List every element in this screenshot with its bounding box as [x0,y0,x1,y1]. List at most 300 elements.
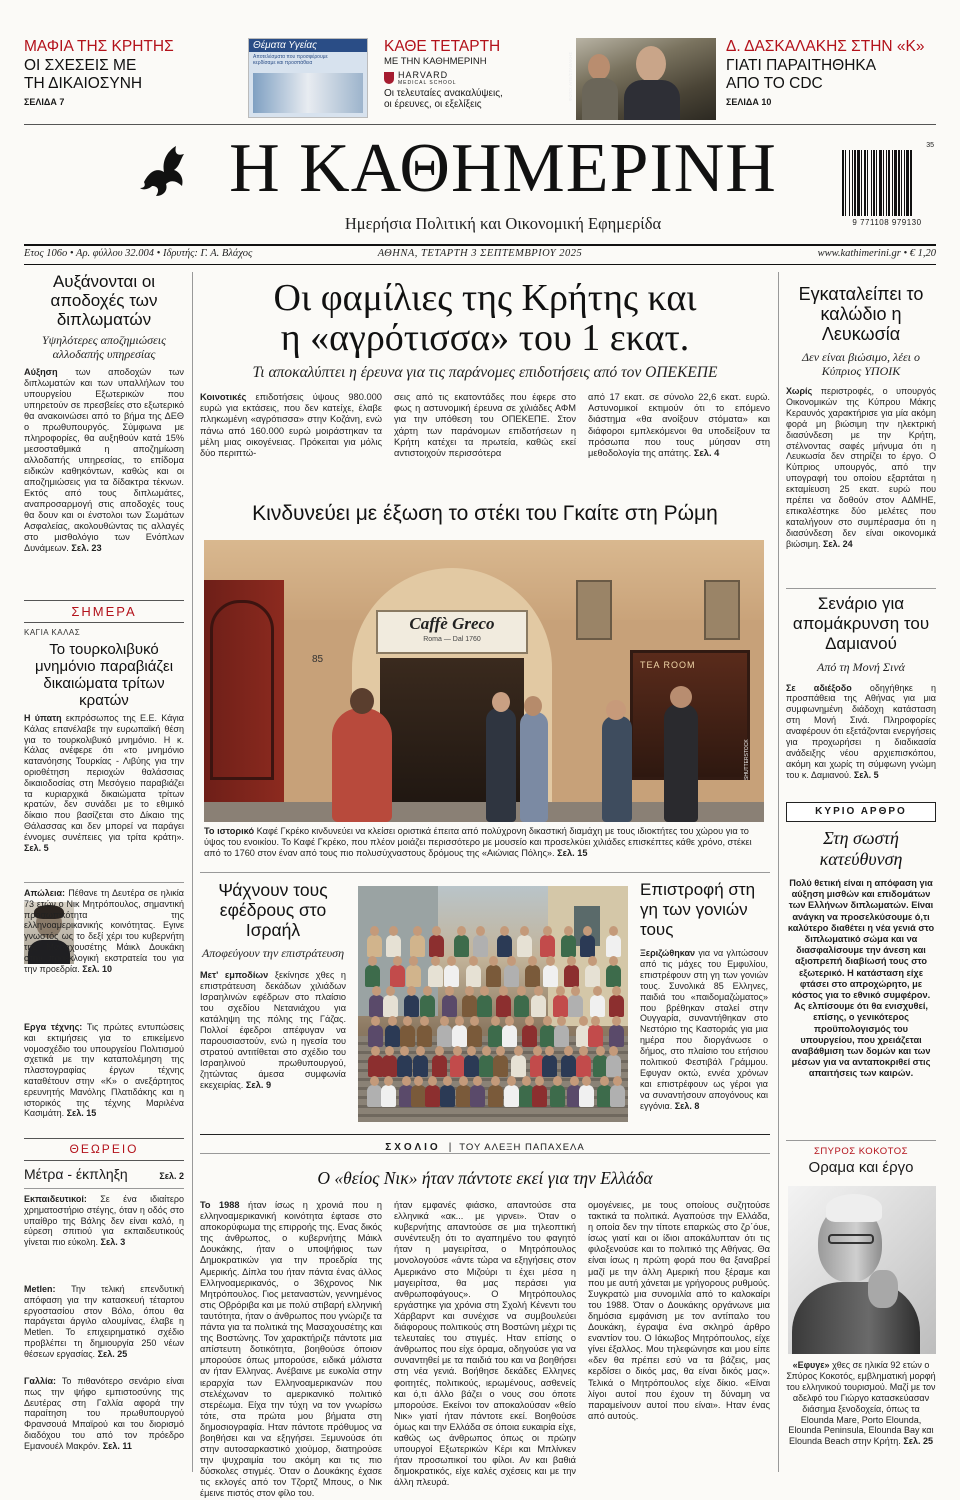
crowd-person-body [493,1055,508,1077]
lead-col3-text: από 17 εκατ. σε σύνολο 22,6 εκατ. ευρώ. Αστυνομικοί εκτιμούν ότι το επόμενο διάστημα «θα ανοίξουν στόματα» και διάφοροι εμπλεκόμενοι θα υποδείξουν τα πρόσωπα που τους μύησαν στη μεθοδολογία της απάτης. [588,392,770,459]
teaser-left-sub1: ΟΙ ΣΧΕΣΕΙΣ ΜΕ [24,57,137,74]
crowd-person-head [423,986,432,996]
story-israel[interactable] [200,880,346,1091]
crowd-person-head [440,1016,449,1026]
crowd-person-head [514,1046,523,1056]
person-couple-2-head [524,696,542,716]
crowd-person-body [564,965,579,987]
crowd-person-body [522,1025,537,1047]
crowd-person-body [504,1085,519,1107]
crowd-person-body [383,995,398,1017]
lead-col1 [200,392,382,459]
crowd-person-body [576,1055,591,1077]
crowd-person-head [543,926,552,936]
crowd-person-body [525,965,540,987]
damianos-headline: Σενάριο για απομάκρυνση του Δαμιανού [792,594,930,653]
kokotos-photo [788,1186,936,1354]
editorial-body: Πολύ θετική είναι η απόφαση για αύξηση μισθών και επιδομάτων των Ελλήνων διπλωματών. Είναι ανάγκη να προσελκύσουμε ό,τι καλύτερο διαθέτει η νέα γενιά στο διπλωματικό σώμα και να διασφαλίσουμε την άνεση και αξιοπρεπή διαβίωσή τους στο εξωτερικό. Η κατάσταση είχε φτάσει στο απροχώρητο, με κόστος για το εθνικό συμφέρον. Ας ελπίσουμε ότι θα ενισχυθεί, επίσης, ο γενικότερος προϋπολογισμός του υπουργείου, που χρειάζεται αναβάθμιση των δομών και των μέσων για να ανταποκριθεί στις απαιτήσεις των καιρών. [787,878,935,1079]
teaser-right-page: ΣΕΛΙΔΑ 10 [726,97,772,107]
masthead-meta-center: ΑΘΗΝΑ, ΤΕΤΑΡΤΗ 3 ΣΕΠΤΕΜΒΡΙΟΥ 2025 [377,248,583,259]
teachers-page: Σελ. 3 [100,1237,126,1248]
teaser-center-title: ΚΑΘΕ ΤΕΤΑΡΤΗ [384,38,501,55]
simera-rule-2 [24,622,184,623]
teaser-left[interactable] [24,38,224,113]
greco-photo-credit: SHUTTERSTOCK [744,739,750,780]
lead-page: Σελ. 4 [693,448,720,459]
israel-headline: Ψάχνουν τους εφέδρους στο Ισραήλ [218,880,328,940]
cable-headline: Εγκαταλείπει το καλώδιο η Λευκωσία [798,284,924,344]
barcode-bars [842,150,932,216]
crowd-person-body [381,1085,396,1107]
israel-subhead: Αποφεύγουν την επιστράτευση [201,946,345,960]
crowd-person-body [488,1025,503,1047]
crowd-person-head [393,956,402,966]
theorio-rule [24,1138,184,1139]
crowd-person-body [450,1055,465,1077]
cable-subhead: Δεν είναι βιώσιμο, λέει ο Κύπριος ΥΠΟΙΚ [801,350,921,378]
crowd-person-body [382,1055,397,1077]
teaser-left-title: ΜΑΦΙΑ ΤΗΣ ΚΡΗΤΗΣ [24,38,174,55]
crowd-person-head [467,1046,476,1056]
crowd-person-body [514,995,529,1017]
crowd-person-body [540,1025,555,1047]
crowd-person-body [486,965,501,987]
crowd-person-body [406,965,421,987]
story-cable[interactable] [786,284,936,550]
scholio-col1-text: ήταν ίσως η χρονιά που η ελληνοαμερικανική κοινότητα έφτασε στο αποκορύφωμα της επιρροής της. Ενας δικός της άνθρωπος, ο κυβερνήτης Μάικλ Δουκάκης, ήταν ο υποψήφιος των Δημοκρατικών για την προεδρία της Αμερικής. Δίπλα του ήταν πάντα ένας άλλος Ελληνοαμερικανός, ο 36χρονος Νικ Μητρόπουλος. Γιος μεταναστών, γεννημένος στις Οβρόριβα και με πολύ στιβαρή ελληνική ταυτότητα, ήταν ο άνθρωπος που γνώριζε τα πάντα για τα πολιτικά της Μασαχουσέτης και της Βοστώνης. Τον χαρακτήριζε πάντοτε μια απίστευτη δοτικότητα, βοηθούσε όποιον μπορούσε όπως μπορούσε, ειδικά μάλιστα αν ήταν Ελληνας. Ανέβαινε με ευκολία στην ιεραρχία των Ελληνοαμερικανών που στελέχωναν το αμερικανικό πολιτικό στερέωμα. Είχα την τύχη να τον γνωρίσω τότε, στα πρώτα μου βήματα στη δημοσιογραφία. Ηταν πάντοτε πρόθυμος να βοηθήσει και να εξηγήσει. Ξεμυνούσε ότι στην αυτοσαρκαστικό χιούμορ, διατηρούσε την ψυχραιμία του ακόμη και τις πιο δύσκολες στιγμές. Όταν ο Δουκάκης έχασε τις εκλογές από τον Τζορτζ Μπους, ο Νικ έμεινε πιστός στον φίλο του. [200,1200,382,1499]
tearoom-sign: TEA ROOM [640,660,696,670]
story-damianos[interactable] [786,594,936,781]
person-red-jacket [332,708,392,822]
turkey-lead: Η ύπατη [24,713,62,723]
crowd-person-body [502,1025,517,1047]
crowd-person-body [517,935,532,957]
return-body [640,948,768,1112]
crowd-person-body [454,935,469,957]
crowd-person-body [585,965,600,987]
story-turkey-libya[interactable] [24,628,184,853]
story-metlen[interactable] [24,1284,184,1360]
loss-page: Σελ. 10 [82,963,112,974]
crowd-person-body [404,995,419,1017]
crowd-person-body [456,1085,471,1107]
crowd-person-head [465,986,474,996]
crowd-person-body [561,1055,576,1077]
crowd-person-head [525,1016,534,1026]
crowd-person-body [511,1055,526,1077]
crowd-person-head [457,926,466,936]
return-headline: Επιστροφή στη γη των γονιών τους [640,880,756,939]
crowd-person-head [522,1076,531,1086]
crowd-person-body [497,935,512,957]
crowd-person-head [528,956,537,966]
magazine-lines: Αποτελέσματα που προσφέρουμε κερδίσαμε και προσπάθεια [253,54,328,66]
crowd-person-head [579,1016,588,1026]
art-page: Σελ. 15 [66,1108,97,1119]
crowd-person-body [437,1025,452,1047]
damianos-rule [786,588,936,589]
kokotos-hand [868,1270,898,1308]
crowd-person-body [397,1055,412,1077]
teachers-text: Σε ένα ιδιαίτερο χρηματοστήριο στέγης, όταν η οδός στο υπαίθρο της Βάλης δεν είναι καλό, η εύρεση σπιτιού για εκπαιδευτικούς γίνεται πιο εύκολη. [24,1194,184,1248]
kokotos-body [792,1282,920,1354]
crowd-person-head [579,1046,588,1056]
crowd-person-body [610,1085,625,1107]
person-couple-1-head [492,692,510,712]
crowd-person-body [411,1085,426,1107]
theorio-label: ΘΕΩΡΕΙΟ [69,1142,139,1156]
daskalakis-photo [568,38,716,120]
crowd-person-body [477,995,492,1017]
left-column [24,272,184,554]
crowd-person-head [507,1076,516,1086]
kokotos-byline: ΣΠΥΡΟΣ ΚΟΚΟΤΟΣ [813,1146,909,1157]
crowd-person-body [580,935,595,957]
crowd-person-body [542,1055,557,1077]
kokotos-page: Σελ. 25 [903,1436,934,1447]
art-lead: Εργα τέχνης: [24,1022,83,1032]
teaser-right-title: Δ. ΔΑΣΚΑΛΑΚΗΣ ΣΤΗΝ «Κ» [726,38,925,55]
crowd-person-body [365,965,380,987]
caffe-greco-photo [204,540,764,822]
crowd-person-body [579,1085,594,1107]
story-diplomats[interactable] [24,272,184,554]
metra-rule [24,1188,184,1189]
diplomats-body [24,367,184,554]
crowd-person-head [557,1016,566,1026]
scholio-body [200,1200,770,1499]
turkey-headline: Το τουρκολιβυκό μνημόνιο παραβιάζει δικαιώματα τρίτων κρατών [34,641,174,709]
magazine-photo [253,73,363,113]
crowd-person-head [500,926,509,936]
crowd-person-body [540,935,555,957]
kokotos-glasses [828,1234,874,1244]
person-couple-1 [486,708,516,822]
crowd-person-body [554,1025,569,1047]
damianos-subhead: Από τη Μονή Σινά [817,660,905,674]
street-number: 85 [312,654,324,665]
crowd-person-head [435,1046,444,1056]
diplomats-page: Σελ. 23 [71,543,102,553]
metlen-page: Σελ. 25 [97,1348,128,1359]
person-right-head [670,686,692,708]
crowd-person-body [368,1025,383,1047]
greco-headline[interactable]: Κινδυνεύει με έξωση το στέκι του Γκαίτε στη Ρώμη [252,502,718,525]
griffin-logo-icon [136,140,192,200]
scholio-rule-top [200,1134,770,1135]
greco-bottom-rule [200,872,770,873]
magazine-title: Θέματα Υγείας [249,39,367,52]
crowd-person-head [407,986,416,996]
israel-text: ξεκίνησε χθες η επιστράτευση δεκάδων χιλιάδων Ισραηλινών εφέδρων στο πλαίσιο του σχεδίου Νετανιάχου για κατάληψη της πόλης της Γάζας. Πολλοί έφεδροι απέφυγαν να παρουσιαστούν, ενώ η ηγεσία του στρατού αντιτίθεται στο σχέδιο του Ισραηλινού πρωθυπουργού, ζητώντας άμεσα συμφωνία εκεχειρίας. [200,970,346,1090]
person-leaning [602,716,632,822]
crowd-person-body [444,965,459,987]
crowd-person-body [440,1085,455,1107]
crowd-person-body [432,1055,447,1077]
group-return-photo [358,886,628,1122]
simera-rule [24,600,184,601]
greco-caption-text: Καφέ Γκρέκο κινδυνεύει να κλείσει οριστικά έπειτα από πολύχρονη δικαστική διαμάχη με τους ιδιοκτήτες του χώρου για το ύψος του ενοικίου. Το Καφέ Γκρέκο, που πλέον μοιάζει περισσότερο με μουσείο και προσελκύει χιλιάδες επισκέπτες κάθε χρόνο, στέκει από το 1760 στον έναν από τους πιο πολυσύχναστους δρόμους της «Αιώνιας Πόλης». [204,826,752,858]
crowd-person-body [532,1085,547,1107]
story-kokotos[interactable] [786,1146,936,1176]
person-left-body [582,78,618,120]
teaser-right[interactable] [726,38,941,118]
scholio-col3: ομογένειες, με τους οποίους συζητούσε τακτικά τα πολιτικά. Αγαπούσε την Ελλάδα, η οποία δεν την τίποτε επαρκώς στο ζρ΄όυε, ίσως γιατί και οι ίδιοι αποκάλυπταν ότι τις φιλοξενούσε και το πολιτικό της Αθήνας. Θα είναι ίσως η πρώτη φορά που θα ξαναβρεί μαζί με την άλλη Αμερική που ξέραμε και που με αυτή χάνεται με γρήγορους ρυθμούς. Συγκρατώ μια συνομιλία από το καλοκαίρι του 1988. Όταν ο Δουκάκης οργάνωνε μια δημόσια εμφάνιση με τον αντίπαλο του Δουκάκη, έγραψα ένα σκληρό άρθρο εναντίον του. Ο Ιάκωβος Μητρόπουλος, είχε γίνει έξαλλος. Μου τηλεφώνησε και μου είπε «δεν θα πρέπει εσύ να τα βάζεις, μας κερδίσει ο δικός μας, θα είναι δικός μας». Τελικά ο Μητρόπουλος είχε δίκιο. «Είναι λίγοι αυτοί που έχουν τη δύναμη να παραμείνουν αυτοί που είναι». Ηταν ένας από αυτούς. [588,1200,770,1421]
turkey-byline: ΚΑΓΙΑ ΚΑΛΑΣ [24,628,81,637]
scholio-col1 [200,1200,382,1499]
crowd-person-head [413,926,422,936]
story-return[interactable] [640,880,768,1112]
person-leaning-head [606,700,626,720]
person-red-head [350,688,374,714]
kyrio-arthro-label: ΚΥΡΙΟ ΑΡΘΡΟ [815,806,907,817]
crowd-person-body [488,1085,503,1107]
scholio-separator: | [448,1142,452,1153]
crowd-person-head [431,956,440,966]
loss-lead: Απώλεια: [24,888,66,898]
crowd-person-head [491,1076,500,1086]
kokotos-body-text [786,1360,936,1447]
return-lead: Ξεριζώθηκαν [640,948,695,958]
teaser-center-line1: Οι τελευταίες ανακαλύψεις, [384,88,503,99]
turkey-body [24,713,184,853]
crowd-person-head [385,1046,394,1056]
france-lead: Γαλλία: [24,1376,56,1386]
crowd-person-body [464,1055,479,1077]
lead-col2: σεις από τις εκατοντάδες που έφερε στο φως η αστυνομική έρευνα σε χιλιάδες ΑΦΜ για την υπόθεση του ΟΠΕΚΕΠΕ. Στον χάρτη των παράνομων επιδοτήσεων η Κρήτη κατέχει τα πρωτεία, καθώς εκεί αντιστοιχούν περισσότερα [394,392,576,459]
crowd-person-head [368,956,377,966]
right-window-2 [704,580,740,640]
crowd-person-body [606,965,621,987]
crowd-person-head [445,986,454,996]
crowd-person-body [467,1025,482,1047]
crowd-person-body [367,935,382,957]
crowd-person-body [385,1025,400,1047]
greco-sign-sub: Roma — Dal 1760 [423,636,481,643]
crowd-person-body [428,965,443,987]
scholio-headline[interactable]: Ο «θείος Νικ» ήταν πάντοτε εκεί για την Ελλάδα [317,1168,653,1188]
crowd-person-head [556,986,565,996]
scholio-byline: ΤΟΥ ΑΛΕΞΗ ΠΑΠΑΧΕΛΑ [459,1142,585,1153]
photo-credit: ΦΩΤΟ: ΑΠΕ/ΣΤΑΘΑΚΗΣ [568,51,574,102]
harvard-sub: MEDICAL SCHOOL [398,80,457,86]
right-column-divider [778,272,779,1472]
cable-body [786,386,936,550]
teaser-center[interactable] [384,38,534,118]
crowd-person-head [567,956,576,966]
france-text: Το πιθανότερο σενάριο είναι πως την ψήφο εμπιστοσύνης της Δευτέρας στη Γαλλία αφορά την παραίτηση του πρωθυπουργού Φρανσουά Μπαϊρού και του διορισμό διαδόχου του από τον πρόεδρο Εμανουέλ Μακρόν. [24,1376,184,1451]
crowd-person-body [590,995,605,1017]
israel-lead: Μετ' εμποδίων [200,970,269,980]
crowd-person-head [596,1046,605,1056]
crowd-person-body [550,1085,565,1107]
return-page: Σελ. 8 [674,1100,700,1111]
crowd-person-head [453,1046,462,1056]
return-text: για να γλιτώσουν από τις μάχες του Εμφυλίου, επιστρέφουν στη γη των γονιών τους. Συνολικά 85 Ελληνες, παιδιά του «παιδομαζώματος» που βρέθηκαν σταλεί στην Ουγγαρία, συναντήθηκαν στο Νεστόριο της Καστοριάς για μια ημέρα που διοργάνωσε ο δήμος, στο πλαίσιο του ετήσιου πολιτικού Φεστιβάλ Γράμμου. Εφυγαν οκτώ, εννέα χρόνων και επιστρέφουν ως γέροι για να συναντήσουν απογόνους και εγγόνια. [640,948,768,1111]
crowd-person-body [367,1085,382,1107]
right-window-1 [576,580,612,640]
kokotos-rule [786,1140,936,1141]
crowd-person-body [420,995,435,1017]
story-teachers[interactable] [24,1194,184,1248]
left-column-divider [192,272,193,1472]
crowd-person-head [388,1016,397,1026]
crowd-person-head [372,986,381,996]
lead-deck: Τι αποκαλύπτει η έρευνα για τις παράνομες επιδοτήσεις από τον ΟΠΕΚΕΠΕ [252,364,718,381]
metlen-lead: Metlen: [24,1284,56,1294]
diplomats-lead: Αύξηση [24,367,58,377]
crowd-person-body [425,1085,440,1107]
greco-caption [204,826,764,859]
crowd-person-head [613,1076,622,1086]
crowd-person-body [462,995,477,1017]
crowd-person-head [533,1046,542,1056]
top-divider [24,124,936,125]
scholio-rule-2 [200,1153,770,1154]
lead-headline-line1: Οι φαμίλιες της Κρήτης και [273,277,697,319]
crowd-person-head [432,926,441,936]
crowd-person-head [543,1016,552,1026]
crowd-person-body [609,1025,624,1047]
crowd-person-head [564,926,573,936]
crowd-person-head [402,1076,411,1086]
diplomats-text: των αποδοχών των διπλωματών και των υπαλλήλων του υπουργείου Εξωτερικών που υπηρετούν σε πρεσβείες στο εξωτερικό θα ανακοινώσει από το βήμα της ΔΕΘ ο πρωθυπουργός. Σύμφωνα με πληροφορίες, θα αυξηθούν κατά 15% μεσοσταθμικά η αποζημίωση αλλοδαπής υπηρεσίας, το επίδομα ειδικών καθηκόντων, καθώς και οι αποζημιώσεις για τα δίδακτρα τέκνων. Εκτός από τους διπλωμάτες, αναπροσαρμογή στις αποδοχές τους θα δουν και οι ένστολοι των Σωμάτων Ασφαλείας, ακολουθώντας τις αλλαγές στο μισθολόγιο των Ενόπλων Δυνάμεων. [24,367,184,553]
crowd-person-head [612,1016,621,1026]
crowd-person-body [470,1085,485,1107]
crowd-person-body [400,1025,415,1047]
crowd-person-body [386,935,401,957]
story-art[interactable] [24,1022,184,1119]
crowd-person-body [553,995,568,1017]
damianos-lead: Σε αδιέξοδο [786,682,852,693]
crowd-person-head [370,926,379,936]
person-left-shape [588,54,610,80]
theorio-rule-2 [24,1160,184,1161]
crowd-person-body [496,995,511,1017]
metra-page: Σελ. 2 [159,1171,184,1181]
health-magazine-thumbnail[interactable] [248,38,368,118]
israel-page: Σελ. 9 [245,1080,272,1090]
crowd-person-body [606,1055,621,1077]
crowd-person-head [535,1076,544,1086]
cable-lead: Χωρίς [786,386,813,396]
crowd-person-head [507,956,516,966]
lead-story[interactable] [200,278,770,459]
crowd [358,886,628,1122]
scholio-col2: ήταν εμφανές φιάσκο, απαντούσε στα ελληνικά «ακ... με γιρνει». Όταν ο κυβερνήτης απαντούσε σε μια τηλεοπτική συνέντευξη ότι το αγαπημένο του φαγητό ήταν η μαγειρίτσα, ο Μητρόπουλος μονολογούσε «άντε τώρα να εξηγήσεις στον Αμερικάνο στο Μιζούρι τι έχει μέσα η μαγειρίτσα, θα μας περάσει για ανθρωποφάγους». Ο Μητρόπουλος εργάστηκε για χρόνια στη Σχολή Κένεντι του Χάρβαρντ και συνέχισε να συμβουλεύει διάφορους πολιτικούς στη Βοστώνη μέχρι τις τελευταίες του στιγμές. Ηταν επίσης ο άνθρωπος που είχε όραμα, οδηγούσε για να συναντηθεί με τα παιδιά του και να βοηθήσει στη νέα γενιά. Βοήθησε δεκάδες Ελληνες φοιτητές, πολιτικούς, ιερωμένους, ασθενείς και ό,τι άλλο βάζει ο νους σου όποτε μπορούσε. Εκείνοι τον αποκαλούσαν «θείο Νικ» γιατί ήταν πάντοτε εκεί. Βοηθούσε όμως και την Ελλάδα σε όποια ευκαιρία είχε, καθώς ως άνθρωπος όπως οι πρώην υπουργοί Εξωτερικών Κέρι και Μπλίνκεν ήταν προσωπικοί του φίλοι. Αν και βαθιά δημοκρατικός, είχε καλές σχέσεις και με την άλλη πλευρά. [394,1200,576,1488]
kyrio-arthro-box [786,802,936,822]
teachers-lead: Εκπαιδευτικοί: [24,1194,87,1204]
crowd-person-body [561,935,576,957]
greco-caption-lead: Το ιστορικό [204,826,255,836]
story-loss[interactable] [24,888,184,974]
crowd-person-body [568,995,583,1017]
crowd-person-body [473,935,488,957]
loss-text: Πέθανε τη Δευτέρα σε ηλικία 73 ετών ο Νικ Μητρόπουλος, σημαντική προσωπικότητα της ελληνοαμερικανικής κοινότητας. Εγινε γνωστός ως το δεξί χέρι του κυβερνήτη της Μασαχουσέτης Μάικλ Δουκάκη στην προεκλογική εκστρατεία του για την προεδρία. [24,888,184,974]
crowd-person-head [491,1016,500,1026]
metra-headline: Μέτρα - έκπληξη [24,1166,128,1182]
story-france[interactable] [24,1376,184,1452]
crowd-person-head [499,986,508,996]
crowd-person-body [413,1055,428,1077]
crowd-person-body [429,935,444,957]
france-page: Σελ. 11 [102,1440,132,1451]
damianos-text: οδηγήθηκε η προσπάθεια της Αθήνας για μια συμφωνημένη διάδοχη κατάσταση στη Μονή Σινά. Πληροφορίες αναφέρουν ότι εξετάζονται ενεργήσεις για προχωρήσει η διαδικασία ανάδειξης νέου αρχιεπισκόπου, ακόμη και χωρίς τη σύμφωνη γνώμη του κ. Δαμιανού. [786,682,936,780]
kokotos-lead: «Εφυγε» [792,1360,830,1370]
crowd-person-head [469,956,478,966]
person-right [664,704,698,822]
harvard-name: HARVARD [398,70,449,80]
diplomats-headline: Αυξάνονται οι αποδοχές των διπλωματών [50,272,158,329]
crowd-person-head [591,1016,600,1026]
masthead-meta-right: www.kathimerini.gr • € 1,20 [817,248,936,259]
crowd-person-head [455,1016,464,1026]
crowd-person-body [606,935,621,957]
art-text: Τις πρώτες εντυπώσεις και εκτιμήσεις για το επικείμενο νομοσχέδιο του υπουργείου Πολιτισμού σχετικά με την καταπολέμηση της πλαστογραφίας έργων τέχνης καταθέτουν στην «Κ» ο ανεξάρτητος ερευνητής Μανόλης Πλατιδάκης και η ιστορικός της τέχνης Μαριλένα Κασιμάτη. [24,1022,184,1119]
crowd-person-head [420,1016,429,1026]
lead-col1-text: επιδοτήσεις ύψους 980.000 ευρώ για εκτάσεις, που δεν κατείχε, έλαβε πληκωμένη «αγρότισσα» στην Κοζάνη, ενώ πάνω από 160.000 ευρώ μοιράστηκαν τα μέλη μιας οικογένειας. Πρόκειται για μόλις δύο περιπτώ- [200,392,382,459]
kokotos-text: χθες σε ηλικία 92 ετών ο Σπύρος Κοκοτός, εμβληματική μορφή του ελληνικού τουρισμού. Μαζί με τον αδελφό του Γιώργο κατασκεύασαν διάσημα ξενοδοχεία, όπως τα Elounda Mare, Porto Elounda, Elounda Peninsula, Elounda Bay και Elounda Beach στην Κρήτη. [786,1360,936,1447]
kokotos-hair [826,1194,882,1222]
crowd-person-body [479,1055,494,1077]
turkey-page: Σελ. 5 [24,842,49,853]
crowd-person-body [531,995,546,1017]
teaser-left-sub2: ΤΗ ΔΙΚΑΙΟΣΥΝΗ [24,75,143,92]
damianos-body [786,683,936,781]
masthead-meta-left: Ετος 106ο • Αρ. φύλλου 32.004 • Ιδρυτής: Γ. Α. Βλάχος [24,248,253,259]
barcode [838,142,936,232]
crowd-person-body [442,995,457,1017]
israel-body [200,970,346,1091]
lead-col3 [588,392,770,459]
crowd-person-head [600,1076,609,1086]
crowd-person-head [583,926,592,936]
crowd-person-body [369,995,384,1017]
crowd-person-body [417,1025,432,1047]
teaser-center-sub: ΜΕ ΤΗΝ ΚΑΘΗΜΕΡΙΝΗ [384,56,487,67]
harvard-shield-icon [384,72,394,84]
lead-col1-lead: Κοινοτικές [200,392,247,402]
crowd-person-body [368,1055,383,1077]
metlen-text: Την τελική επενδυτική απόφαση για την κατασκευή τέταρτου εργοστασίου στον Βόλο, όπου θα παράγεται άργιλο αλουμίνας, έλαβε η Metlen. Το επιχειρηματικό σχέδιο προβλέπει τη δημιουργία 250 νέων θέσεων εργασίας. [24,1284,184,1359]
person-body-shape [624,80,680,120]
crowd-person-body [504,965,519,987]
crowd-person-body [609,995,624,1017]
teaser-right-sub1: ΓΙΑΤΙ ΠΑΡΑΙΤΗΘΗΚΑ [726,57,877,74]
crowd-person-head [371,1046,380,1056]
scholio-lead: Το 1988 [200,1200,240,1210]
editorial[interactable] [786,828,936,1080]
editorial-headline: Στη σωστή κατεύθυνση [819,828,903,869]
teaser-right-sub2: ΑΠΟ ΤΟ CDC [726,75,823,92]
cable-text: περιστροφές, ο υπουργός Οικονομικών της Κύπρου Μάκης Κεραυνός χαρακτήρισε για μία ακόμη φορά μη βιώσιμη την ηλεκτρική διασύνδεση με την Κρήτη, στέλνοντας σαφές μήνυμα ότι η Λευκωσία δεν στηρίζει το έργο. Ο Κύπριος υπουργός, από την υπογραφή του οποίου εξαρτάται η εκταμίευση 25 εκατ. ευρώ που πρέπει να δοθούν στον ΑΔΜΗΕ, επικαλέστηκε δύο μελέτες που καταλήγουν στο συμπέρασμα ότι η διασύνδεση δεν είναι οικονομικά βιώσιμη. [786,386,936,549]
crowd-person-head [609,956,618,966]
crowd-person-body [452,1025,467,1047]
kokotos-headline: Οραμα και έργο [808,1159,914,1176]
crowd-person-body [390,965,405,987]
crowd-person-head [570,1076,579,1086]
greco-page: Σελ. 15 [557,848,588,858]
crowd-person-body [543,965,558,987]
person-head-shape [636,46,666,82]
turkey-text: εκπρόσωπος της Ε.Ε. Κάγια Κάλας επανέλαβε την ευρωπαϊκή θέση για το τουρκολιβυκό μνημόνιο. Η κ. Κάλας ανέφερε ότι «το μνημόνιο κατανόησης Τουρκίας - Λιβύης για την οριοθέτηση περιοχών θαλάσσιας δικαιοδοσίας στη Μεσόγειο παραβιάζει τα κυριαρχικά δικαιώματα τρίτων κρατών, δεν συνάδει με το εθιμικό δίκαιο που βασίζεται στο Δίκαιο της Θάλασσας και δεν μπορεί να παράγει έννομες συνέπειες για τρίτα κράτη». [24,713,184,842]
masthead-rule-bottom [24,264,936,265]
cable-page: Σελ. 24 [822,538,853,549]
barcode-issue: 35 [926,142,934,149]
story-metra[interactable] [24,1166,184,1182]
crowd-person-head [416,1046,425,1056]
crowd-person-body [466,965,481,987]
